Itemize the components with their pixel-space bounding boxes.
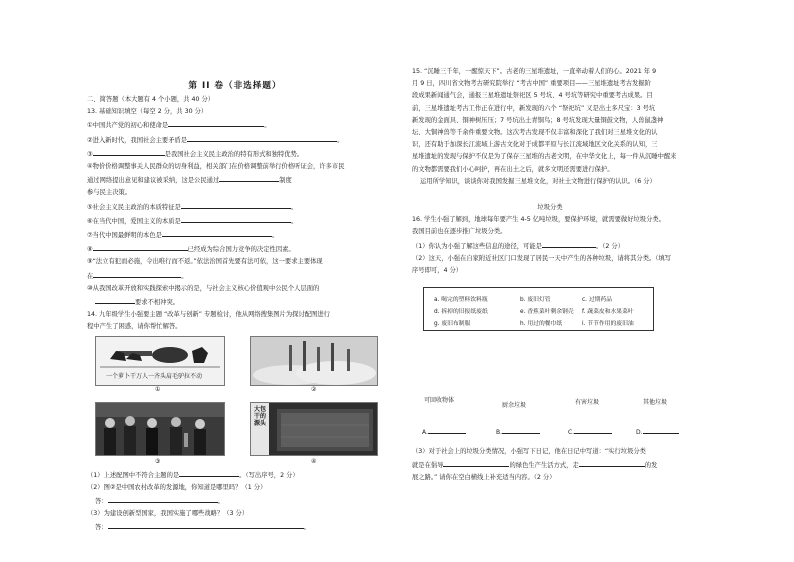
answer-b: B.	[496, 425, 540, 436]
q16-sub2-a: （2）这天，小强在自家附近社区门口发现了居民一天中产生的各种垃圾，请将其分类。（填写	[412, 254, 672, 262]
q13-item-9b: 在 。	[87, 269, 383, 283]
q15-line-7: 识，还有助于加深长江流域上游古文化对于成都平原与长江流域地区文化关系的认知，三	[412, 141, 658, 149]
q14-sub3-answer: 答： 。	[87, 520, 383, 534]
photo-3-meeting	[95, 402, 225, 456]
answer-blank[interactable]	[168, 118, 264, 127]
category-recyclable: 可回收物体	[424, 397, 455, 404]
answer-blank[interactable]	[108, 520, 304, 529]
q13-item-3: ③ 是我国社会主义民主政治的特有形式和独特优势。	[87, 147, 383, 161]
answer-blank[interactable]	[187, 133, 337, 142]
photo-3-label: ③	[155, 457, 161, 465]
q13-item-7: ⑦当代中国最鲜明的本色是 。	[87, 228, 383, 242]
answer-blank[interactable]	[643, 425, 679, 434]
option-d: d. 拆掉的旧报纸废纸	[434, 309, 488, 315]
option-h: h. 用过的餐巾纸	[520, 321, 563, 327]
photo-1-caption: 一个萝卜干万人一齐头肩毛驴拉不动	[106, 372, 203, 380]
answer-blank[interactable]	[162, 228, 272, 237]
photo-2-label: ②	[311, 385, 317, 393]
photo-4-museum	[250, 402, 378, 456]
answer-blank[interactable]	[443, 458, 509, 467]
answer-blank[interactable]	[219, 173, 279, 182]
category-hazardous: 有害垃圾	[575, 399, 600, 406]
q14-sub1: （1）上述配图中不符合主题的是 。（写出序号，2 分）	[87, 468, 383, 482]
category-other: 其他垃圾	[643, 399, 668, 406]
option-b: b. 废旧灯管	[520, 297, 551, 303]
answer-blank[interactable]	[428, 425, 466, 434]
stamp-text: 大包干的源头	[253, 405, 266, 427]
answer-blank[interactable]	[181, 214, 291, 223]
q13-item-4c: 参与民主决策。	[87, 189, 132, 197]
photo-4-label: ④	[311, 457, 317, 465]
q13-item-10b: 要求不相冲突。	[87, 295, 383, 309]
left-column	[87, 80, 383, 535]
q16-topic: 垃圾分类	[537, 204, 563, 212]
answer-d: D.	[636, 425, 679, 436]
q14-sub3: （3）为建设创新型国家，我国实施了哪些战略？（3 分）	[87, 510, 249, 518]
option-i: i. 节节作用的废旧油	[582, 321, 634, 327]
option-e: e. 香蕉菜叶剩余钢壳	[520, 309, 574, 315]
q15-line-6: 坛、大铜神兽等千余件重要文物。这次考古发现不仅丰富和深化了我们对三星堆文化的认	[412, 129, 658, 137]
q16-line-2: 我国目前也在逐步推广垃圾分类。	[412, 228, 507, 236]
category-kitchen: 厨余垃圾	[502, 402, 527, 409]
q14-photo-grid	[87, 336, 383, 465]
q16-sub2-b: 序号即可，4 分）	[412, 267, 463, 275]
museum-display-icon	[251, 403, 377, 455]
q13-item-6: ⑥在当代中国，爱国主义的本质是 。	[87, 214, 383, 228]
answer-blank[interactable]	[93, 147, 165, 156]
q13-item-4: ④物价价格调整事关人民群众的切身利益，相关部门在价格调整前举行价格听证会，许多市民	[87, 163, 345, 171]
q15-line-1: 15. “沉睡三千年，一醒惊天下”。古老的三星堆遗址，一直牵动着人们的心。2021 年 9	[412, 68, 657, 75]
option-f: f. 蔬菜皮和水果菜叶	[582, 309, 634, 315]
q13-item-2: ②进入新时代，我国社会主要矛盾是 。	[87, 133, 383, 147]
q14-lead2: 程中产生了困惑，请你帮忙解答。	[87, 323, 182, 331]
answer-blank[interactable]	[93, 269, 181, 278]
rocket-launch-site-icon	[251, 337, 377, 385]
answer-blank[interactable]	[108, 494, 218, 503]
answer-blank[interactable]	[579, 458, 645, 467]
answer-blank[interactable]	[93, 242, 188, 251]
q16-sub3	[412, 446, 688, 485]
answer-blank[interactable]	[179, 468, 239, 477]
photo-2-launch	[250, 336, 378, 386]
q13-item-4b: 通过网络提出意见和建议被采纳，这是公民通过 制度	[87, 173, 383, 187]
q15-line-9: 的文物都需要我们小心呵护，再在出土之后，就多文明还需要进行保护。	[412, 165, 614, 173]
answer-c: C.	[568, 425, 612, 436]
historic-meeting-photo-icon	[96, 403, 224, 455]
answer-a: A.	[422, 425, 466, 436]
q15-line-10: 运用所学知识，谈谈你对我国发掘三星堆文化，对社土文物进行保护的认识。（6 分）	[420, 177, 656, 185]
section-title: 第 II 卷（非选择题）	[188, 81, 282, 91]
photo-1-cart	[95, 336, 225, 386]
q14-sub2-answer: 答： 。	[87, 494, 383, 508]
option-g: g. 废旧布制服	[434, 321, 471, 327]
part-title: 二、简答题（本大题有 4 个小题，共 40 分）	[87, 96, 215, 103]
q15-line-2: 月 9 日，四川省文物考古研究院举行 “考古中国” 重要项目——三星堆遗址考古发掘阶	[412, 80, 651, 88]
option-c: c. 过期药品	[582, 297, 613, 303]
q13-lead: 13. 基础知识填空（每空 2 分，共 30 分）	[87, 108, 208, 116]
q13-item-8: ⑧ 已经成为综合国力竞争的决定性因素。	[87, 242, 383, 256]
q15-line-3: 段成果新闻通气会，通报三星堆遗址祭祀区 5 号坑、4 号坑等研究中重要考古成果。目	[412, 92, 653, 100]
q13-item-1: ①中国共产党的初心和使命是 。	[87, 118, 383, 132]
q16-sub3-e: 展之路。” 请你在空白横线上补充适当内容。（2 分）	[412, 474, 556, 482]
q16-sub3-b: 就是在倡导 的绿色生产生活方式，走 的发	[412, 458, 688, 472]
q16-line-1: 16. 学生小强了解到，地球每年要产生 4-5 亿吨垃圾，要保护环境，就需要做好垃圾分类。	[412, 216, 665, 224]
q15-line-4: 前，三星堆遗址考古工作正在进行中，新发现的六个 “祭祀坑” 又是出土多尺宝：3 号坑	[412, 104, 656, 112]
q16-sub1: （1）你认为小强了解这些信息的途径，可能是 。（2 分）	[412, 239, 688, 253]
garbage-options-box	[423, 287, 654, 331]
q14-lead: 14. 九年级学生小强要主题 “改革与创新” 专题检讨，他从网络搜集图片为探讨配图进行	[87, 311, 330, 319]
answer-blank[interactable]	[542, 239, 596, 248]
q14-sub2: （2）图②是中国农村改革的发源地，你知道是哪里吗？（1 分）	[87, 483, 267, 491]
q13-item-5: ⑤社会主义民主政治的本质特征是 。	[87, 200, 383, 214]
q16-sub3-a: （3）对于社会上的垃圾分类情况，小强写下日记，他在日记中写道：“实行垃圾分类	[412, 448, 646, 455]
answer-blank[interactable]	[181, 200, 291, 209]
answer-blank[interactable]	[574, 425, 612, 434]
q13-item-10: ⑩从我国改革开放和实践探索中揭示的是，与社会主义核心价值观中公民个人层面的	[87, 284, 320, 292]
answer-blank[interactable]	[95, 295, 135, 304]
q15-line-5: 新发现的金面具、铜神树压压；7 号坑出土青铜鸟；8 号坑发现大量铜鼓文物，人兽鼠盏神	[412, 116, 664, 124]
q15-line-8: 星堆遗址的发现与保护不仅是为了保存三星堆的古老文明，在中华文化上，每一件从沉睡中醒来	[412, 153, 677, 161]
option-a: a. 喝完的塑料饮料瓶	[434, 297, 488, 303]
answer-blank[interactable]	[502, 425, 540, 434]
right-column	[412, 66, 688, 277]
q13-item-9: ⑨“法立有犯而必施，令出唯行而不返。”依法治国首先要有法可依，这一要求主要体现	[87, 258, 323, 266]
photo-1-label: ①	[155, 385, 161, 393]
